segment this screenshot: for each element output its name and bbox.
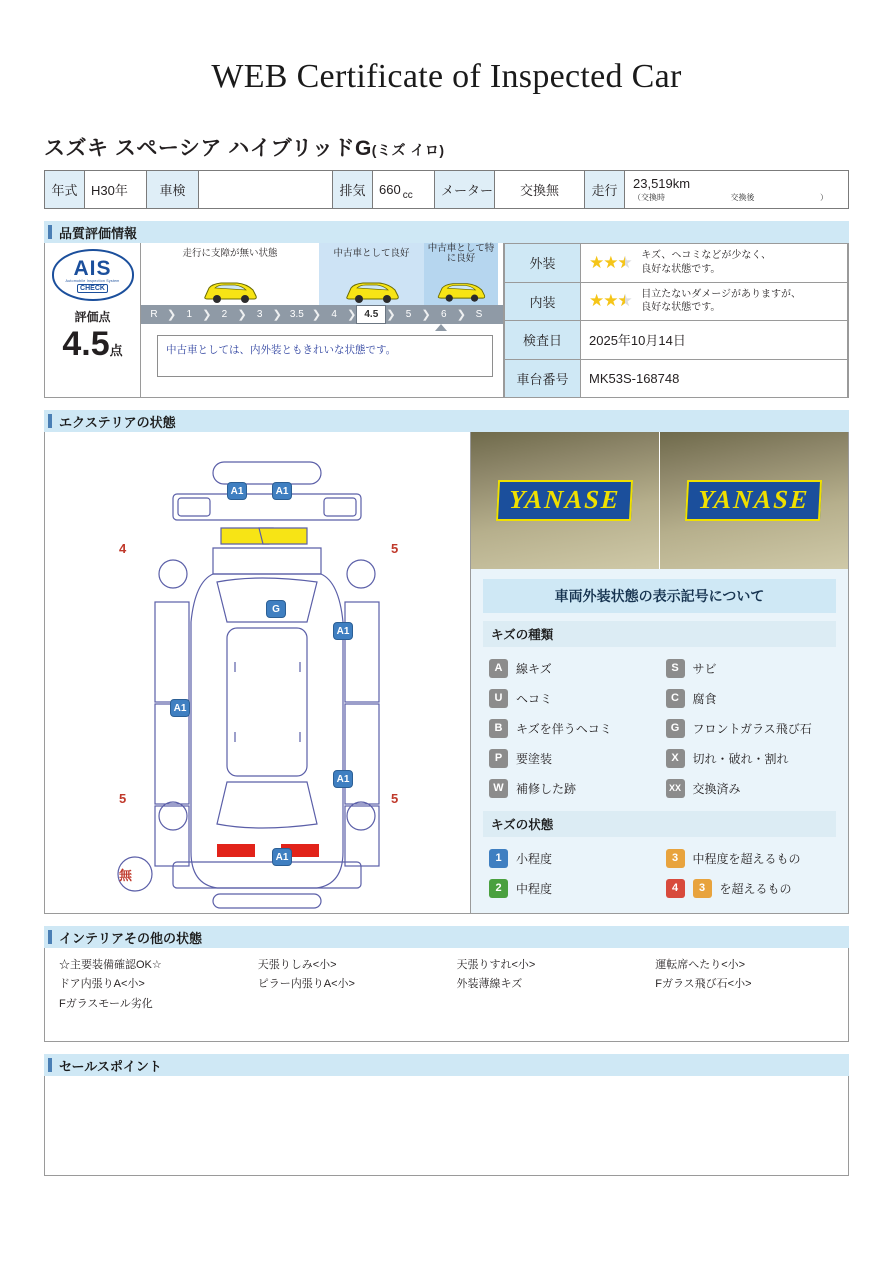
- vehicle-name: [44, 132, 849, 162]
- ais-score-number: 4.5: [62, 325, 110, 363]
- legend-chip-extra-3: 3: [693, 879, 712, 898]
- legend-subtitle-state: キズの状態: [483, 811, 836, 837]
- grade-car-1: [141, 265, 319, 305]
- legend-chip-U: U: [489, 689, 508, 708]
- legend-row-G: [660, 713, 837, 743]
- car-icon: [433, 275, 489, 305]
- interior-note: Fガラス飛び石<小>: [655, 978, 752, 991]
- diagram-mark-G: G: [266, 600, 286, 618]
- legend-chip-B: B: [489, 719, 508, 738]
- ais-score-label: 評価点: [74, 310, 111, 324]
- ais-logo-sub: Automobile Inspection System: [65, 278, 120, 283]
- spec-meter-value: 交換無: [495, 171, 585, 209]
- eval-key-interior: 内装: [505, 282, 581, 321]
- section-label: セールスポイント: [59, 1058, 162, 1074]
- grade-scale-box: [141, 243, 503, 397]
- section-header-exterior: [44, 410, 849, 432]
- spec-mileage-value: [625, 171, 849, 209]
- section-tick-icon: [48, 225, 52, 239]
- legend-title: 車両外装状態の表示記号について: [483, 579, 836, 613]
- legend-row-S: [660, 653, 837, 683]
- legend-chip-3: 3: [666, 849, 685, 868]
- chevron-right-icon: ❯: [272, 309, 282, 321]
- grade-car-2: [319, 265, 424, 305]
- displacement-unit: cc: [402, 190, 413, 201]
- grade-car-3: [424, 265, 498, 305]
- legend-label: 切れ・破れ・割れ: [692, 751, 789, 766]
- grade-scale-cell-S: S: [475, 309, 483, 320]
- interior-note: 外装薄線キズ: [456, 978, 523, 991]
- section-header-quality: [44, 221, 849, 243]
- interior-note: ドア内張りA<小>: [59, 978, 145, 991]
- vehicle-grade-note: (ミズ イロ): [371, 142, 445, 158]
- spec-meter-label: メーター: [435, 171, 495, 209]
- legend-label: ヘコミ: [516, 691, 553, 706]
- section-tick-icon: [48, 930, 52, 944]
- ais-score-unit: 点: [109, 343, 123, 358]
- eval-value-exterior: [581, 244, 848, 283]
- grade-head-3: 中古車として特に良好: [424, 243, 498, 265]
- mileage-sub-mid: 交換後: [730, 193, 755, 202]
- grade-scale-cell-4: 4: [331, 309, 337, 320]
- legend-row-3: [660, 843, 837, 873]
- mileage-sub-left: （交換時: [633, 193, 665, 202]
- legend-label: を超えるもの: [719, 881, 792, 896]
- evaluation-table: [503, 243, 848, 397]
- vin-label: 車台番号: [505, 359, 581, 398]
- vehicle-photo-1[interactable]: [471, 432, 659, 569]
- legend-chip-X: X: [666, 749, 685, 768]
- diagram-mark-A1: A1: [272, 848, 292, 866]
- chevron-right-icon: ❯: [167, 309, 177, 321]
- diagram-mark-A1: A1: [170, 699, 190, 717]
- interior-note: ピラー内張りA<小>: [257, 978, 355, 991]
- interior-column-4: [645, 956, 844, 1033]
- legend-chip-4: 4: [666, 879, 685, 898]
- section-tick-icon: [48, 1058, 52, 1072]
- legend-row-XX: [660, 773, 837, 803]
- legend-state-grid: [483, 843, 836, 903]
- interior-note: ☆主要装備確認OK☆: [59, 959, 162, 971]
- diagram-number-5: 5: [391, 541, 399, 556]
- grade-scale-row: [141, 305, 503, 324]
- diagram-mark-A1: A1: [227, 482, 247, 500]
- exterior-block: [44, 432, 849, 914]
- grade-scale-cell-5: 5: [405, 309, 412, 320]
- section-label: インテリアその他の状態: [59, 930, 203, 946]
- grade-comment: 中古車としては、内外装ともきれいな状態です。: [157, 335, 493, 377]
- vehicle-name-text: スズキ スペーシア ハイブリッドG: [44, 137, 372, 160]
- mileage-number: 23,519km: [633, 176, 691, 191]
- section-label: 品質評価情報: [59, 225, 138, 241]
- interior-block: [44, 948, 849, 1042]
- chevron-right-icon: ❯: [421, 309, 431, 321]
- quality-block: [44, 243, 849, 398]
- diagram-number-5: 5: [119, 791, 127, 806]
- legend-states-left: [483, 843, 660, 903]
- spec-inspection-label: 車検: [147, 171, 199, 209]
- grade-scale-cell-4.5: 4.5: [356, 305, 386, 324]
- interior-note: 運転席へたり<小>: [655, 959, 746, 971]
- sales-point-box: [44, 1076, 849, 1176]
- chevron-right-icon: ❯: [386, 309, 396, 321]
- legend-chip-XX: XX: [666, 779, 685, 798]
- eval-value-interior: [581, 282, 848, 321]
- car-icon: [341, 275, 403, 305]
- legend-row-P: [483, 743, 660, 773]
- legend-row-W: [483, 773, 660, 803]
- car-icon: [199, 275, 261, 305]
- legend-chip-W: W: [489, 779, 508, 798]
- spec-year-label: 年式: [45, 171, 85, 209]
- chevron-right-icon: ❯: [456, 309, 466, 321]
- inspect-date-label: 検査日: [505, 321, 581, 360]
- legend-chip-S: S: [666, 659, 685, 678]
- vehicle-diagram: [45, 432, 471, 913]
- spec-table: [44, 170, 849, 209]
- legend-row-U: [483, 683, 660, 713]
- table-row: [505, 244, 848, 283]
- legend-chip-C: C: [666, 689, 685, 708]
- spec-inspection-value: [199, 171, 333, 209]
- legend-chip-2: 2: [489, 879, 508, 898]
- legend-chip-A: A: [489, 659, 508, 678]
- legend-label: サビ: [692, 661, 717, 676]
- legend-panel: [471, 569, 848, 913]
- inspect-date-value: 2025年10月14日: [581, 321, 848, 360]
- chevron-right-icon: ❯: [202, 309, 212, 321]
- star-rating-interior: [589, 291, 632, 311]
- mileage-sub-right: ）: [820, 193, 828, 202]
- eval-key-exterior: 外装: [505, 244, 581, 283]
- diagram-mark-A1: A1: [333, 622, 353, 640]
- section-header-interior: [44, 926, 849, 948]
- ais-score-value: [62, 327, 122, 361]
- interior-column-2: [248, 956, 447, 1033]
- eval-note-interior: 目立たないダメージがありますが、 良好な状態です。: [641, 288, 802, 314]
- star-half-icon: ★ ★: [618, 253, 632, 273]
- dealer-logo: YANASE: [685, 480, 822, 521]
- legend-chip-P: P: [489, 749, 508, 768]
- legend-row-1: [483, 843, 660, 873]
- legend-kind-grid: [483, 653, 836, 803]
- legend-chip-G: G: [666, 719, 685, 738]
- star-rating-exterior: [589, 253, 632, 273]
- dealer-logo: YANASE: [496, 480, 633, 521]
- diagram-mark-A1: A1: [333, 770, 353, 788]
- legend-row-A: [483, 653, 660, 683]
- diagram-number-4: 4: [119, 541, 127, 556]
- grade-scale-cell-2: 2: [221, 309, 228, 320]
- section-tick-icon: [48, 414, 52, 428]
- legend-label: 中程度を超えるもの: [692, 851, 801, 866]
- legend-label: 腐食: [692, 691, 717, 706]
- interior-note: 天張りしみ<小>: [257, 959, 337, 971]
- exterior-right-pane: [471, 432, 848, 913]
- spec-displacement-label: 排気: [333, 171, 373, 209]
- grade-head-1: 走行に支障が無い状態: [182, 247, 278, 259]
- spec-year-value: H30年: [85, 171, 147, 209]
- grade-scale-cell-6: 6: [440, 309, 447, 320]
- table-row: [505, 321, 848, 360]
- displacement-number: 660: [379, 182, 401, 197]
- legend-label: 小程度: [516, 851, 553, 866]
- legend-row-4: [660, 873, 837, 903]
- legend-row-C: [660, 683, 837, 713]
- legend-kinds-left: [483, 653, 660, 803]
- legend-label: キズを伴うヘコミ: [516, 721, 612, 736]
- legend-row-X: [660, 743, 837, 773]
- legend-kinds-right: [660, 653, 837, 803]
- grade-scale-cell-R: R: [150, 309, 158, 320]
- star-half-icon: ★ ★: [618, 291, 632, 311]
- diagram-number-5: 5: [391, 791, 399, 806]
- grade-scale-cell-3: 3: [256, 309, 263, 320]
- ais-score-box: [45, 243, 141, 397]
- grade-scale-cell-1: 1: [186, 309, 192, 320]
- section-label: エクステリアの状態: [59, 414, 176, 430]
- star-icon: ★: [603, 252, 618, 272]
- interior-column-3: [447, 956, 646, 1033]
- spec-displacement-value: [373, 171, 435, 209]
- section-header-sales: [44, 1054, 849, 1076]
- spec-mileage-label: 走行: [585, 171, 625, 209]
- page-title: WEB Certificate of Inspected Car: [211, 58, 682, 95]
- legend-label: 線キズ: [516, 661, 552, 676]
- legend-chip-1: 1: [489, 849, 508, 868]
- interior-note: Fガラスモール劣化: [59, 997, 153, 1010]
- interior-note: 天張りすれ<小>: [456, 959, 536, 971]
- table-row: [505, 359, 848, 398]
- star-icon: ★: [589, 252, 604, 272]
- table-row: [505, 282, 848, 321]
- diagram-mark-A1: A1: [272, 482, 292, 500]
- grade-head-2: 中古車として良好: [319, 243, 424, 265]
- legend-label: 要塗装: [516, 751, 553, 766]
- legend-label: 補修した跡: [516, 781, 577, 796]
- chevron-right-icon: ❯: [347, 309, 357, 321]
- ais-logo-check: CHECK: [77, 284, 108, 293]
- interior-column-1: [49, 956, 248, 1033]
- mileage-subnote: [633, 192, 828, 203]
- grade-pointer-icon: [435, 324, 447, 331]
- legend-label: 中程度: [516, 881, 553, 896]
- legend-label: フロントガラス飛び石: [692, 721, 812, 736]
- ais-logo-main: AIS: [73, 256, 112, 280]
- ais-logo-icon: [52, 249, 134, 301]
- grade-car-icons: [141, 265, 503, 305]
- vehicle-photo-2[interactable]: [659, 432, 848, 569]
- chevron-right-icon: ❯: [237, 309, 247, 321]
- legend-subtitle-kind: キズの種類: [483, 621, 836, 647]
- grade-headers: [141, 243, 503, 265]
- legend-label: 交換済み: [692, 781, 741, 796]
- chevron-right-icon: ❯: [311, 309, 322, 321]
- table-row: [45, 171, 849, 209]
- grade-scale-cell-3.5: 3.5: [289, 309, 304, 320]
- legend-row-B: [483, 713, 660, 743]
- legend-states-right: [660, 843, 837, 903]
- eval-note-exterior: キズ、ヘコミなどが少なく、 良好な状態です。: [641, 250, 772, 275]
- star-icon: ★: [603, 291, 618, 311]
- vin-value: MK53S-168748: [581, 359, 848, 398]
- vehicle-photos: [471, 432, 848, 569]
- vehicle-diagram-svg: [45, 432, 471, 912]
- star-icon: ★: [589, 291, 604, 311]
- legend-row-2: [483, 873, 660, 903]
- diagram-number-無: 無: [119, 868, 133, 883]
